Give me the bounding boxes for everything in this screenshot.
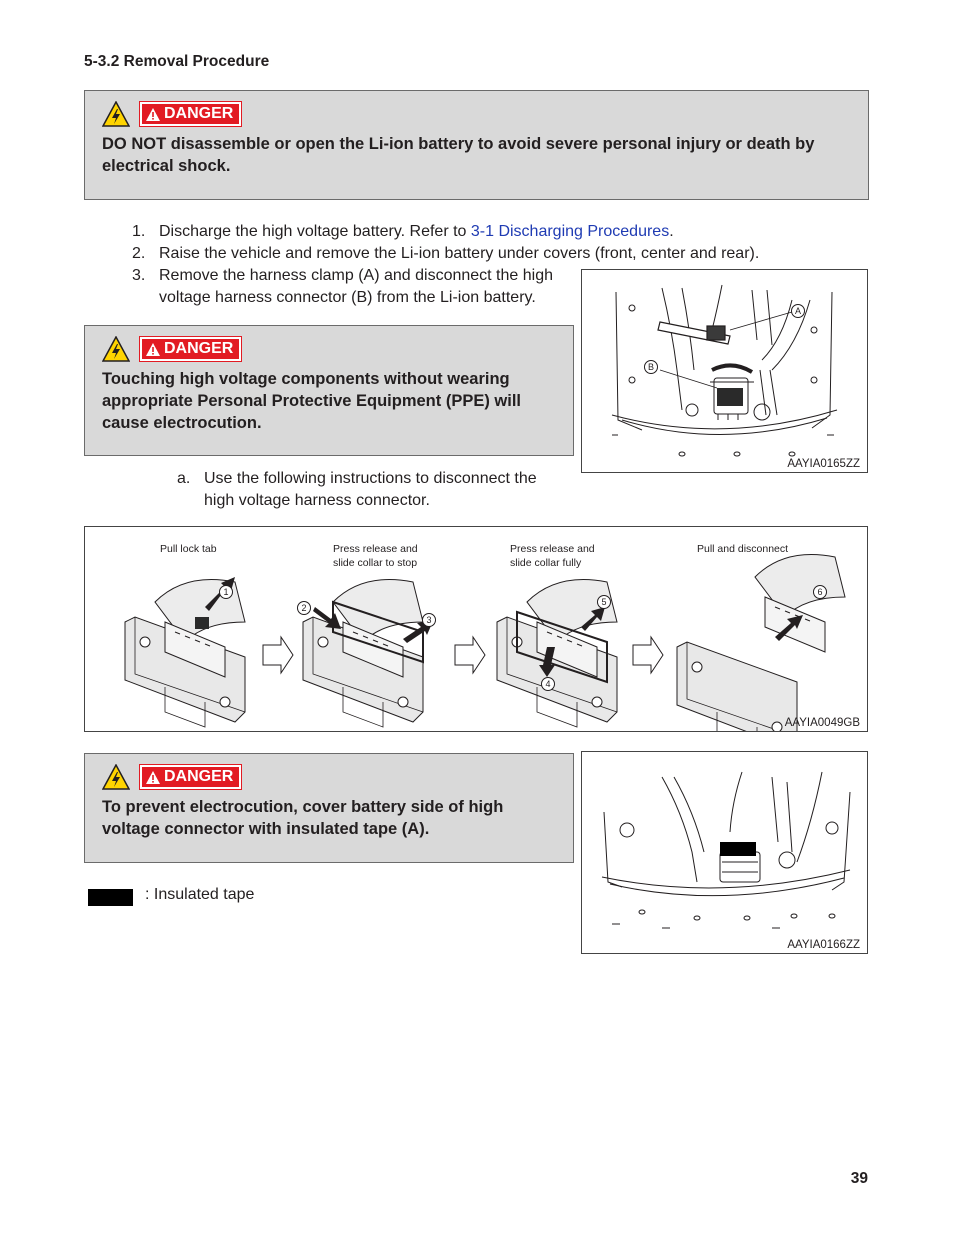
danger-text xyxy=(102,133,814,177)
insulated-tape-illustration xyxy=(582,752,868,954)
callout-6: 6 xyxy=(813,585,827,599)
step-3 xyxy=(132,265,572,309)
danger-box-insulated-tape xyxy=(84,753,574,863)
step-number: 3. xyxy=(132,267,146,284)
figure-code: AAYIA0166ZZ xyxy=(787,939,860,951)
step-text: Raise the vehicle and remove the Li-ion battery under covers (front, center and rear). xyxy=(159,245,760,262)
panel-caption-line: slide collar to stop xyxy=(333,557,418,569)
warning-icon xyxy=(146,343,160,356)
danger-text xyxy=(102,796,503,840)
substep-text: Use the following instructions to disconnect the xyxy=(204,470,537,487)
danger-box-disassemble xyxy=(84,90,869,200)
callout-1: 1 xyxy=(219,585,233,599)
step-number: 2. xyxy=(132,245,146,262)
danger-text-line: cause electrocution. xyxy=(102,414,262,432)
warning-icon xyxy=(146,771,160,784)
step-1 xyxy=(132,221,852,243)
figure-code: AAYIA0049GB xyxy=(784,717,860,729)
danger-box-ppe xyxy=(84,325,574,456)
insulated-tape-swatch xyxy=(88,889,133,906)
warning-icon xyxy=(146,108,160,121)
electrical-hazard-icon xyxy=(102,764,130,790)
danger-label xyxy=(140,102,241,126)
connector-sequence-illustration xyxy=(85,527,868,732)
panel-caption-line: Pull lock tab xyxy=(160,543,217,555)
figure-code: AAYIA0165ZZ xyxy=(787,458,860,470)
step-text-part: Discharge the high voltage battery. Refer to xyxy=(159,223,471,240)
discharging-procedures-link[interactable]: 3-1 Discharging Procedures xyxy=(470,223,670,240)
step-text: voltage harness connector (B) from the Li-ion battery. xyxy=(159,289,536,306)
danger-text xyxy=(102,368,521,434)
panel-caption-line: Press release and xyxy=(333,543,418,555)
danger-text-line: voltage connector with insulated tape (A). xyxy=(102,820,430,838)
danger-word: DANGER xyxy=(164,768,234,785)
step-2 xyxy=(132,243,852,265)
step-text xyxy=(159,221,674,243)
panel-caption-line: slide collar fully xyxy=(510,557,582,569)
figure-insulated-tape xyxy=(581,751,868,954)
callout-2: 2 xyxy=(297,601,311,615)
callout-3: 3 xyxy=(422,613,436,627)
callout-4: 4 xyxy=(541,677,555,691)
harness-clamp-illustration xyxy=(582,270,868,473)
substep-letter: a. xyxy=(177,470,191,487)
danger-word: DANGER xyxy=(164,340,234,357)
step-number: 1. xyxy=(132,223,146,240)
electrical-hazard-icon xyxy=(102,336,130,362)
danger-header xyxy=(102,763,241,791)
danger-text-line: To prevent electrocution, cover battery side of high xyxy=(102,798,504,816)
figure-harness-clamp xyxy=(581,269,868,473)
panel-caption-line: Pull and disconnect xyxy=(697,543,789,555)
step-text: Remove the harness clamp (A) and disconnect the high xyxy=(159,267,553,284)
substep-text: high voltage harness connector. xyxy=(204,492,430,509)
danger-header xyxy=(102,335,241,363)
callout-5: 5 xyxy=(597,595,611,609)
page-number: 39 xyxy=(850,1170,868,1187)
panel-caption-line: Press release and xyxy=(510,543,595,555)
danger-label xyxy=(140,337,241,361)
figure-connector-sequence xyxy=(84,526,868,732)
substep-a xyxy=(177,468,577,512)
electrical-hazard-icon xyxy=(102,101,130,127)
section-heading: 5-3.2 Removal Procedure xyxy=(84,53,270,70)
danger-word: DANGER xyxy=(164,105,234,122)
step-text-part: . xyxy=(669,223,674,240)
callout-b: B xyxy=(644,360,658,374)
callout-a: A xyxy=(791,304,805,318)
danger-text-line: DO NOT disassemble or open the Li-ion battery to avoid severe personal injury or death by xyxy=(102,135,815,153)
danger-header xyxy=(102,100,241,128)
danger-text-line: Touching high voltage components without wearing xyxy=(102,370,510,388)
danger-text-line: electrical shock. xyxy=(102,157,231,175)
danger-text-line: appropriate Personal Protective Equipment (PPE) will xyxy=(102,392,522,410)
danger-label xyxy=(140,765,241,789)
insulated-tape-legend: : Insulated tape xyxy=(145,886,255,903)
